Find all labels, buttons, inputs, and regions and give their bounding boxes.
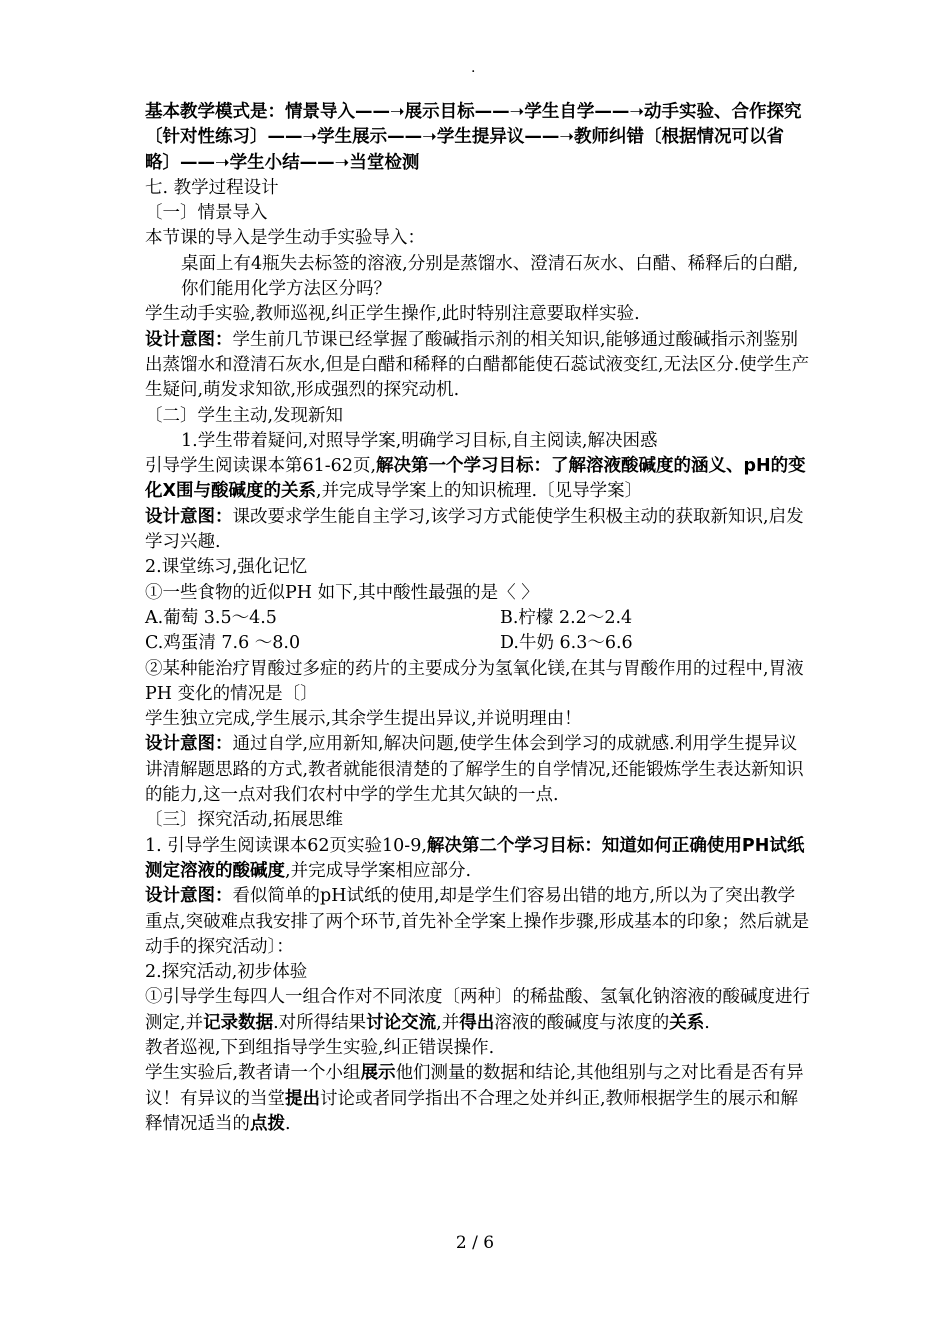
student-independent-text: 学生独立完成,学生展示,其余学生提出异议,并说明理由！ xyxy=(145,709,582,730)
activity-keyword-record: 记录数据 xyxy=(203,1012,274,1033)
experiment-goal-intro: 1. 引导学生阅读课本62页实验10-9, xyxy=(145,835,427,856)
intro-text: 本节课的导入是学生动手实验导入： xyxy=(145,228,425,249)
design-intent-1 xyxy=(145,328,810,404)
option-a: A.葡萄 3.5～4.5 xyxy=(145,607,277,628)
design-intent-label: 设计意图： xyxy=(145,329,233,350)
options-row-1 xyxy=(145,606,810,631)
presentation-keyword-show: 展示 xyxy=(360,1063,396,1084)
design-intent-2 xyxy=(145,505,810,556)
option-b: B.柠檬 2.2～2.4 xyxy=(500,607,633,628)
reading-goal-intro: 引导学生阅读课本第61-62页, xyxy=(145,456,377,477)
question-2: ②某种能治疗胃酸过多症的药片的主要成分为氢氧化镁,在其与胃酸作用的过程中,胃液PH 变化的情况是〔〕 xyxy=(145,658,804,704)
activity-keyword-derive: 得出 xyxy=(459,1012,495,1033)
teaching-mode-paragraph xyxy=(145,100,810,176)
learning-goal-2: 解决第二个学习目标：知道如何正确使用PH试纸测定溶液的酸碱度 xyxy=(145,835,805,881)
step-2-title: 课堂练习,强化记忆 xyxy=(161,557,308,578)
presentation-keyword-guide: 点拨 xyxy=(250,1113,285,1134)
question-1: ①一些食物的近似PH 如下,其中酸性最强的是〈 〉 xyxy=(145,582,539,603)
experiment-goal-tail: ,并完成导学案相应部分. xyxy=(285,860,472,881)
subsection-2-title: 〔二〕学生主动,发现新知 xyxy=(145,405,344,426)
step-1-text: 1.学生带着疑问,对照导学案,明确学习目标,自主阅读,解决困惑 xyxy=(181,430,658,451)
design-intent-text: 通过自学,应用新知,解决问题,使学生体会到学习的成就感.利用学生提异议讲清解题思路的方式,教者就能很清楚的了解学生的自学情况,还能锻炼学生表达新知识的能力,这一点对我们农村中学的学生尤其欠缺的一点. xyxy=(145,734,804,806)
activity-text: 溶液的酸碱度与浓度的 xyxy=(494,1012,670,1033)
presentation-paragraph xyxy=(145,1061,810,1137)
teaching-mode-label: 基本教学模式是： xyxy=(145,102,285,122)
design-intent-label: 设计意图： xyxy=(145,734,233,755)
intro-question: 桌面上有4瓶失去标签的溶液,分别是蒸馏水、澄清石灰水、白醋、稀释后的白醋,你们能用化学方法区分吗？ xyxy=(181,253,799,300)
design-intent-label: 设计意图： xyxy=(145,886,233,907)
page-number: 2 / 6 xyxy=(455,1233,495,1253)
presentation-text: 讨论或者同学指出不合理之处并纠正,教师根据学生的展示和解释情况适当的 xyxy=(145,1088,799,1134)
activity-text: .对所得结果 xyxy=(273,1012,367,1033)
presentation-text: 学生实验后,教者请一个小组 xyxy=(145,1063,361,1084)
activity-text: ①引导学生每四人一组合作对不同浓度〔两种〕的稀盐酸、氢氧化钠溶液的酸碱度进行测定,并 xyxy=(145,987,810,1033)
subsection-3-title: 〔三〕探究活动,拓展思维 xyxy=(145,810,344,831)
design-intent-text: 课改要求学生能自主学习,该学习方式能使学生积极主动的获取新知识,启发学习兴趣. xyxy=(145,506,804,553)
teaching-mode-text: 情景导入——➝展示目标——➝学生自学——➝动手实验、合作探究〔针对性练习〕——➝学生展示——➝学生提异议——➝教师纠错〔根据情况可以省略〕——➝学生小结——➝当堂检测 xyxy=(145,102,802,173)
options-row-2 xyxy=(145,631,810,656)
option-c: C.鸡蛋清 7.6 ～8.0 xyxy=(145,633,301,654)
presentation-text: . xyxy=(285,1113,291,1134)
header-mark: . xyxy=(471,60,476,76)
reading-goal-paragraph xyxy=(145,454,810,505)
step-2-inquiry-title: 2.探究活动,初步体验 xyxy=(145,962,308,983)
activity-text: ,并 xyxy=(436,1012,460,1033)
reading-goal-tail: ,并完成导学案上的知识梳理.〔见导学案〕 xyxy=(316,481,643,502)
activity-text: . xyxy=(704,1012,710,1033)
inquiry-activity-paragraph xyxy=(145,985,810,1036)
student-experiment-text: 学生动手实验,教师巡视,纠正学生操作,此时特别注意要取样实验. xyxy=(145,304,640,325)
learning-goal-1: 解决第一个学习目标：了解溶液酸碱度的涵义、pH的变化X围与酸碱度的关系 xyxy=(145,456,806,502)
design-intent-text: 看似简单的pH试纸的使用,却是学生们容易出错的地方,所以为了突出教学重点,突破难点我安排了两个环节,首先补全学案上操作步骤,形成基本的印象；然后就是动手的探究活动〕： xyxy=(145,886,810,957)
section-heading-7: 七. 教学过程设计 xyxy=(145,177,279,198)
option-d: D.牛奶 6.3～6.6 xyxy=(500,633,633,654)
presentation-keyword-raise: 提出 xyxy=(285,1088,320,1109)
design-intent-4 xyxy=(145,884,810,960)
document-body xyxy=(145,100,810,1137)
design-intent-text: 学生前几节课已经掌握了酸碱指示剂的相关知识,能够通过酸碱指示剂鉴别出蒸馏水和澄清石灰水,但是白醋和稀释的白醋都能使石蕊试液变红,无法区分.使学生产生疑问,萌发求知欲,形成强烈的探究动机. xyxy=(145,329,810,401)
experiment-goal-paragraph xyxy=(145,834,810,885)
design-intent-3 xyxy=(145,732,810,808)
subsection-1-title: 〔一〕情景导入 xyxy=(145,203,268,224)
teacher-guide-text: 教者巡视,下到组指导学生实验,纠正错误操作. xyxy=(145,1037,495,1058)
activity-keyword-relation: 关系 xyxy=(669,1012,705,1033)
design-intent-label: 设计意图： xyxy=(145,506,233,527)
step-2-heading xyxy=(145,555,810,580)
step-2-number: 2. xyxy=(145,557,162,578)
activity-keyword-discuss: 讨论交流 xyxy=(366,1012,437,1033)
presentation-text: 他们测量的数据和结论,其他组别与之对比看是否有异议！有异议的当堂 xyxy=(145,1063,804,1109)
